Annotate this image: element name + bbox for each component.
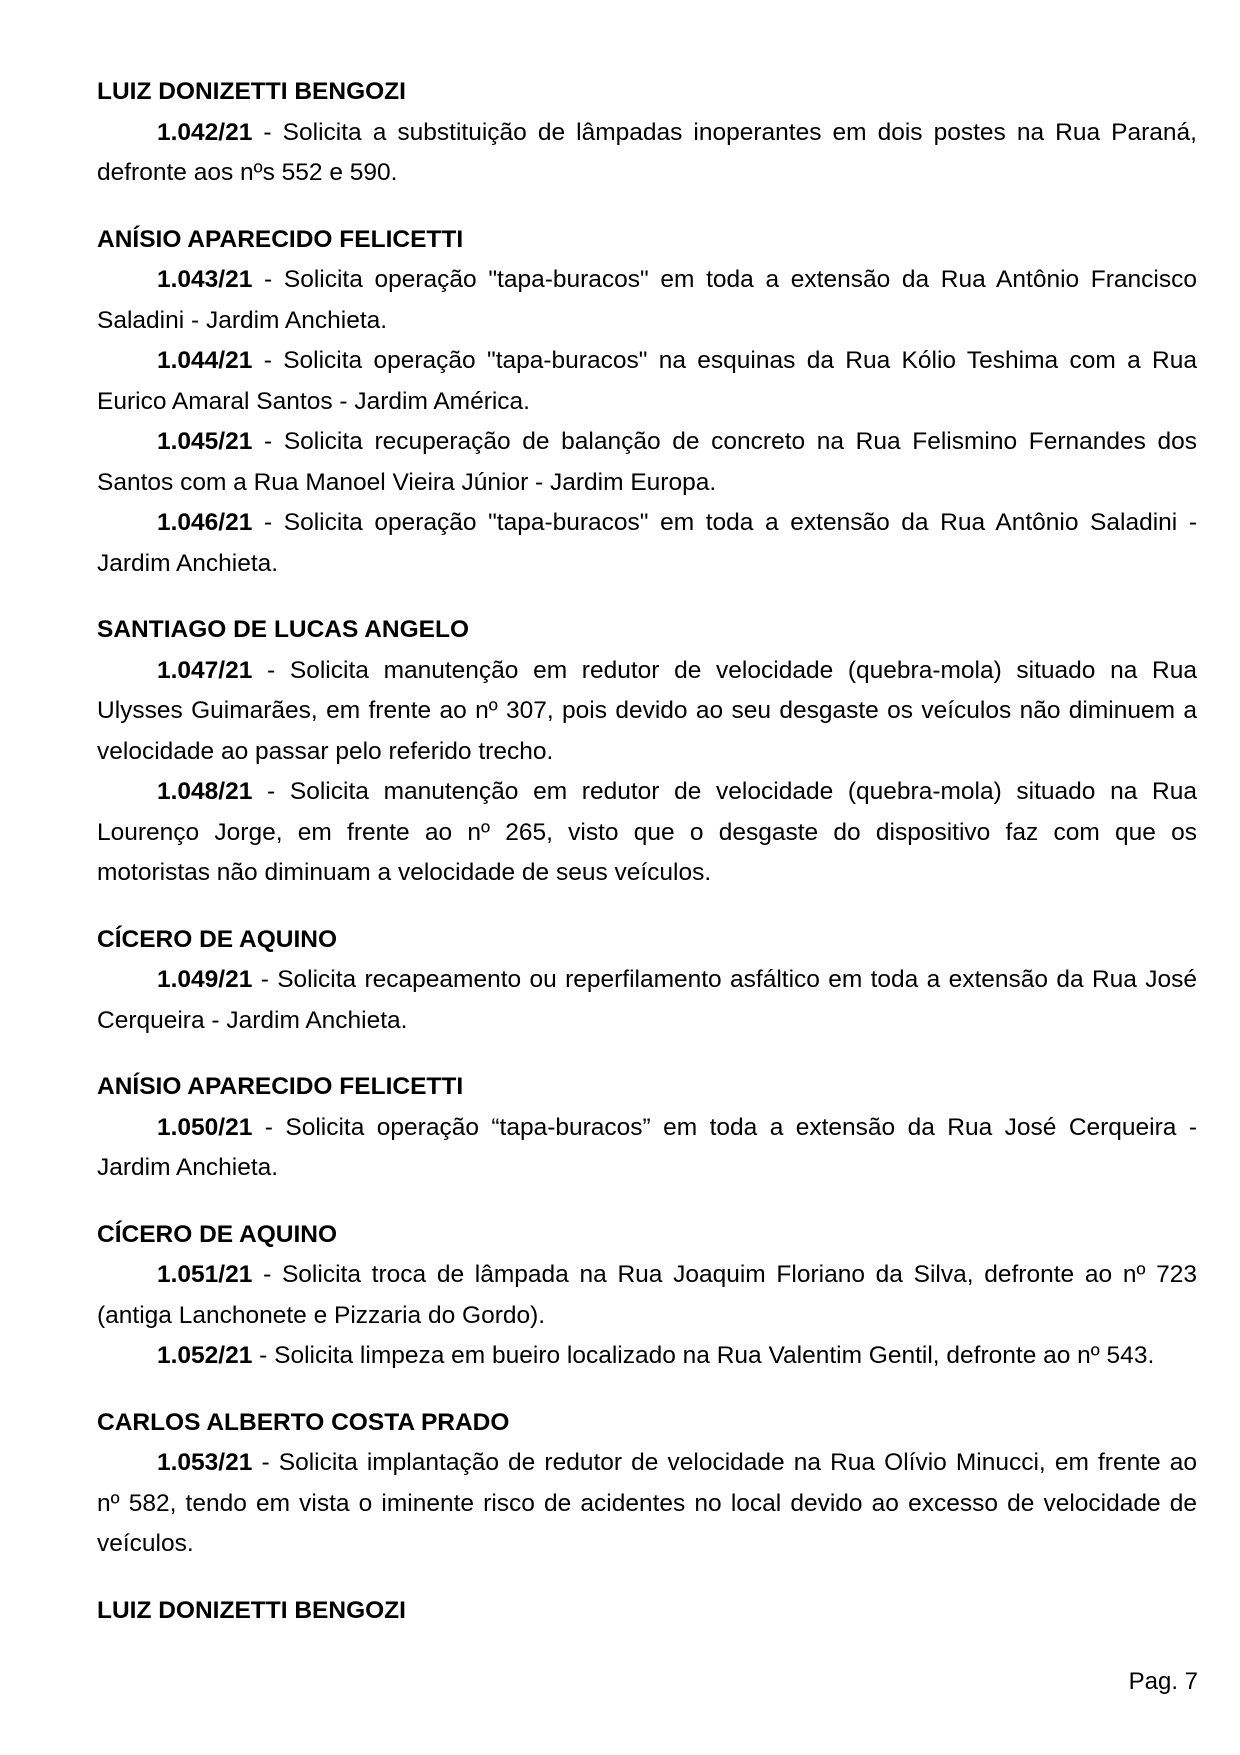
request-number: 1.052/21 [157,1342,253,1369]
document-content [97,72,1197,1631]
request-line: Lourenço Jorge, em frente ao nº 265, visto que o desgaste do dispositivo faz com que os [97,818,1197,846]
request-item [97,341,1197,422]
request-item [97,960,1197,1041]
request-line: Santos com a Rua Manoel Vieira Júnior - Jardim Europa. [97,468,717,496]
request-number: 1.050/21 [157,1113,253,1141]
request-item [97,503,1197,584]
request-item [97,1255,1197,1336]
request-item [97,651,1197,773]
request-text: - Solicita limpeza em bueiro localizado na Rua Valentim Gentil, defronte ao nº 543. [252,1342,1155,1369]
request-line: defronte aos nºs 552 e 590. [97,159,398,186]
request-line: Jardim Anchieta. [97,1154,279,1181]
request-line [97,1108,1197,1149]
section-author: SANTIAGO DE LUCAS ANGELO [97,616,470,643]
section-author: CÍCERO DE AQUINO [97,1220,338,1248]
request-number: 1.046/21 [157,509,253,536]
request-item [97,1336,1197,1377]
request-text: - Solicita manutenção em redutor de velocidade (quebra-mola) situado na Rua [252,778,1197,805]
section-author: CÍCERO DE AQUINO [97,925,338,953]
request-number: 1.049/21 [157,966,253,993]
request-text: - Solicita operação “tapa-buracos” em toda a extensão da Rua José Cerqueira - [252,1113,1197,1141]
request-item [97,772,1197,894]
request-item [97,113,1197,194]
request-item [97,1443,1197,1565]
request-line: (antiga Lanchonete e Pizzaria do Gordo). [97,1301,546,1329]
request-number: 1.047/21 [157,656,253,684]
request-line [97,260,1197,301]
request-text: - Solicita operação "tapa-buracos" em toda a extensão da Rua Antônio Francisco [252,266,1197,293]
request-item [97,422,1197,503]
request-line: velocidade ao passar pelo referido trecho. [97,737,554,765]
request-item [97,260,1197,341]
request-number: 1.045/21 [157,428,253,455]
request-text: - Solicita recuperação de balanção de concreto na Rua Felismino Fernandes dos [252,428,1197,455]
request-text: - Solicita implantação de redutor de velocidade na Rua Olívio Minucci, em frente ao [252,1449,1197,1476]
request-line [97,113,1197,154]
request-text: - Solicita recapeamento ou reperfilamento asfáltico em toda a extensão da Rua José [252,966,1197,993]
request-line: nº 582, tendo em vista o iminente risco de acidentes no local devido ao excesso de velocidade de [97,1489,1197,1517]
section-author: ANÍSIO APARECIDO FELICETTI [97,1073,464,1100]
request-line: Cerqueira - Jardim Anchieta. [97,1006,408,1034]
request-number: 1.042/21 [157,118,253,146]
request-line [97,960,1197,1001]
request-line [97,503,1197,544]
request-number: 1.053/21 [157,1449,253,1476]
request-line [97,341,1197,382]
section-author: LUIZ DONIZETTI BENGOZI [97,1596,406,1624]
request-line: motoristas não diminuam a velocidade de seus veículos. [97,859,712,886]
request-line [97,1443,1197,1484]
request-line [97,1255,1197,1296]
request-line [97,1336,1197,1377]
request-line: Jardim Anchieta. [97,549,279,577]
page-number: Pag. 7 [1128,1668,1198,1695]
request-line: veículos. [97,1530,194,1557]
request-number: 1.048/21 [157,778,253,805]
request-line [97,772,1197,813]
request-line: Ulysses Guimarães, em frente ao nº 307, pois devido ao seu desgaste os veículos não diminuem a [97,697,1197,724]
request-line [97,651,1197,692]
request-number: 1.044/21 [157,347,253,374]
section-author: ANÍSIO APARECIDO FELICETTI [97,225,464,253]
request-line: Saladini - Jardim Anchieta. [97,306,388,334]
request-line: Eurico Amaral Santos - Jardim América. [97,387,530,415]
request-text: - Solicita operação "tapa-buracos" em toda a extensão da Rua Antônio Saladini - [252,509,1197,536]
request-number: 1.051/21 [157,1261,253,1288]
section-author: LUIZ DONIZETTI BENGOZI [97,78,406,105]
request-number: 1.043/21 [157,266,253,293]
section-author: CARLOS ALBERTO COSTA PRADO [97,1408,510,1436]
request-item [97,1108,1197,1189]
request-text: - Solicita a substituição de lâmpadas inoperantes em dois postes na Rua Paraná, [252,118,1197,146]
request-text: - Solicita manutenção em redutor de velocidade (quebra-mola) situado na Rua [252,656,1197,684]
request-text: - Solicita operação "tapa-buracos" na esquinas da Rua Kólio Teshima com a Rua [252,347,1197,374]
request-text: - Solicita troca de lâmpada na Rua Joaquim Floriano da Silva, defronte ao nº 723 [252,1261,1197,1288]
request-line [97,422,1197,463]
